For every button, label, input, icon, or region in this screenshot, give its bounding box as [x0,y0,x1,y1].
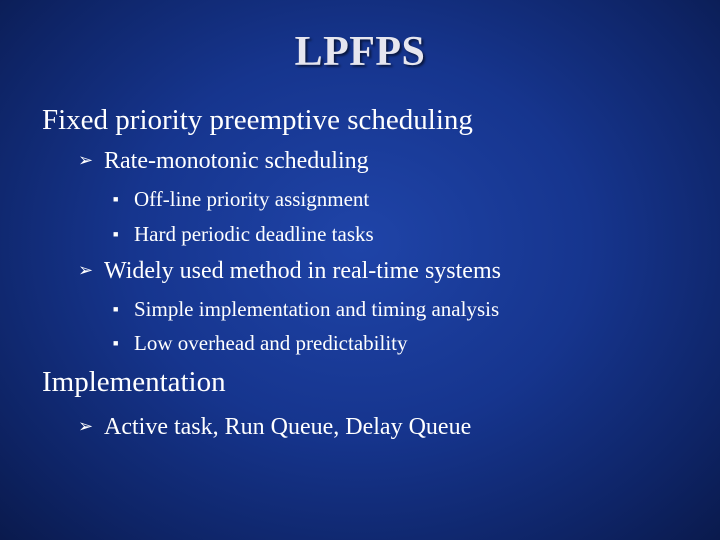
subbullet-item-hard-periodic [113,222,374,247]
arrow-bullet-icon: ➢ [78,150,94,170]
bullet-item-label: Widely used method in real-time systems [104,258,501,284]
bullet-item-label: Active task, Run Queue, Delay Queue [104,414,472,440]
bullet-item-rate-monotonic [78,148,369,175]
arrow-bullet-icon: ➢ [78,260,94,280]
section-heading-implementation: Implementation [42,366,226,398]
subbullet-item-label: Simple implementation and timing analysis [134,297,500,321]
bullet-item-label: Rate-monotonic scheduling [104,148,369,174]
square-bullet-icon: ■ [113,338,119,348]
subbullet-item-simple-implementation [113,297,499,322]
subbullet-item-offline-priority [113,187,369,212]
square-bullet-icon: ■ [113,229,119,239]
square-bullet-icon: ■ [113,304,119,314]
subbullet-item-label: Off-line priority assignment [134,187,370,211]
subbullet-item-label: Low overhead and predictability [134,331,408,355]
bullet-item-widely-used [78,258,501,285]
subbullet-item-label: Hard periodic deadline tasks [134,222,374,246]
subbullet-item-low-overhead [113,331,407,356]
square-bullet-icon: ■ [113,194,119,204]
slide-title: LPFPS [294,29,426,75]
section-heading-fixed-priority: Fixed priority preemptive scheduling [42,104,473,136]
arrow-bullet-icon: ➢ [78,416,94,436]
bullet-item-active-task [78,414,471,441]
